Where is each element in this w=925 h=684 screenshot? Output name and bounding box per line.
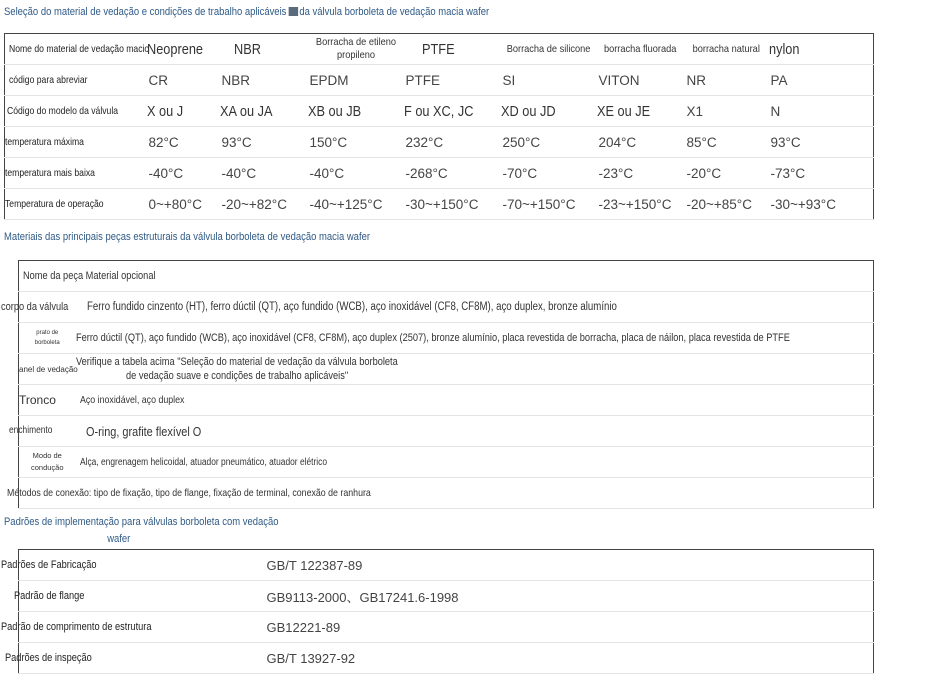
table-cell: -20°C <box>685 158 769 189</box>
table-cell: -40~+125°C <box>308 189 404 220</box>
material-name: Neoprene <box>146 40 203 58</box>
section3-title-line2: wafer <box>107 533 131 545</box>
table-cell: 250°C <box>501 127 597 158</box>
table-cell: GB9113-2000、GB17241.6-1998 <box>267 581 874 612</box>
row-label: Padrão de comprimento de estrutura <box>1 621 152 633</box>
table-row <box>5 127 874 158</box>
table-cell: PA <box>769 65 874 96</box>
table-cell: -268°C <box>404 158 501 189</box>
table-cell: -20~+82°C <box>220 189 308 220</box>
table-cell: N <box>769 96 874 127</box>
table-cell: Alça, engrenagem helicoidal, atuador pneumático, atuador elétrico <box>79 457 327 468</box>
section1-title-start: Seleção do material de vedação e condições de trabalho aplicáveis <box>4 6 287 18</box>
table-cell: GB/T 13927-92 <box>267 643 874 674</box>
table-cell: F ou XC, JC <box>403 102 473 120</box>
table-row <box>5 65 874 96</box>
row-label: anel de vedação <box>19 364 78 374</box>
material-name: Borracha de etileno propileno <box>315 36 396 61</box>
table-row <box>19 550 874 581</box>
table-row <box>19 261 874 292</box>
table-cell: EPDM <box>308 65 404 96</box>
parts-header: Nome da peça Material opcional <box>23 270 156 282</box>
row-label: Tronco <box>19 393 56 407</box>
table-row <box>19 447 874 478</box>
table-row <box>19 292 874 323</box>
table-cell: -73°C <box>769 158 874 189</box>
table-row <box>19 385 874 416</box>
section1-title <box>4 6 489 18</box>
table-row <box>19 612 874 643</box>
table-cell: 232°C <box>404 127 501 158</box>
table-cell: PTFE <box>404 65 501 96</box>
table-cell: GB12221-89 <box>267 612 874 643</box>
table-cell: Métodos de conexão: tipo de fixação, tipo de flange, fixação de terminal, conexão de ranhura <box>7 487 371 499</box>
material-name: borracha natural <box>692 42 761 55</box>
table-cell: -70~+150°C <box>501 189 597 220</box>
structural-parts-table <box>1 260 874 509</box>
table-cell: NR <box>685 65 769 96</box>
standards-table <box>1 549 874 674</box>
section1-title-end: da válvula borboleta de vedação macia wafer <box>299 6 490 18</box>
table-row <box>5 189 874 220</box>
row-label: código para abreviar <box>9 74 88 86</box>
table-row <box>5 96 874 127</box>
table-cell: -30~+150°C <box>404 189 501 220</box>
section3-title <box>4 514 279 548</box>
table-cell: XE ou JE <box>596 102 650 120</box>
material-name: nylon <box>768 40 799 58</box>
row-label: Padrão de flange <box>14 590 85 602</box>
table-cell: Verifique a tabela acima "Seleção do material de vedação da válvula borboleta <box>75 356 398 368</box>
table-cell: -40°C <box>220 158 308 189</box>
table-row <box>19 478 874 509</box>
row-label: enchimento <box>9 425 53 436</box>
row-label: condução <box>30 463 64 472</box>
table-cell: 204°C <box>597 127 685 158</box>
table-row <box>19 581 874 612</box>
image-placeholder-icon <box>289 7 298 16</box>
table-cell: -23°C <box>597 158 685 189</box>
table-cell: X1 <box>685 96 769 127</box>
table-cell: 150°C <box>308 127 404 158</box>
table-row <box>19 323 874 354</box>
table-cell: Aço inoxidável, aço duplex <box>79 394 184 406</box>
table-cell: de vedação suave e condições de trabalho aplicáveis" <box>125 370 348 382</box>
table-cell: GB/T 122387-89 <box>267 550 874 581</box>
material-name: borracha fluorada <box>604 42 677 55</box>
table-cell: O-ring, grafite flexível O <box>85 423 201 439</box>
table-cell: -70°C <box>501 158 597 189</box>
material-name: PTFE <box>421 40 455 58</box>
row-label: borboleta <box>34 340 60 346</box>
row-label: Padrões de inspeção <box>5 652 92 664</box>
header-label: Nome do material de vedação macio <box>9 43 150 55</box>
table-cell: 82°C <box>147 127 220 158</box>
section3-title-line1: Padrões de implementação para válvulas borboleta com vedação <box>4 516 279 528</box>
row-label: Código do modelo da válvula <box>7 105 119 117</box>
row-label: Temperatura de operação <box>5 198 104 210</box>
row-label: Padrões de Fabricação <box>1 559 97 571</box>
table-row <box>19 416 874 447</box>
row-label: Modo de <box>32 451 62 460</box>
table-cell: 85°C <box>685 127 769 158</box>
row-label: temperatura máxima <box>5 136 84 148</box>
table-cell: XB ou JB <box>307 102 361 120</box>
table-cell: -40°C <box>147 158 220 189</box>
material-name: NBR <box>233 40 261 58</box>
table-cell: -30~+93°C <box>769 189 874 220</box>
table-cell: 0~+80°C <box>147 189 220 220</box>
row-label: prato de <box>36 330 59 336</box>
table-cell: SI <box>501 65 597 96</box>
table-cell: -20~+85°C <box>685 189 769 220</box>
table-row <box>19 354 874 385</box>
table-row <box>5 34 874 65</box>
table-cell: -23~+150°C <box>597 189 685 220</box>
table-cell: Ferro dúctil (QT), aço fundido (WCB), aço inoxidável (CF8, CF8M), aço duplex (2507), bronze alumínio, placa revestida de borracha, placa de náilon, placa revestida de PTFE <box>75 332 790 344</box>
table-cell: NBR <box>220 65 308 96</box>
seal-material-table <box>4 33 874 220</box>
table-cell: -40°C <box>308 158 404 189</box>
table-cell: CR <box>147 65 220 96</box>
table-cell: X ou J <box>146 102 183 120</box>
table-row <box>19 643 874 674</box>
table-cell: VITON <box>597 65 685 96</box>
row-label: temperatura mais baixa <box>5 167 95 179</box>
section2-title: Materiais das principais peças estruturais da válvula borboleta de vedação macia wafer <box>4 231 370 243</box>
table-cell: XD ou JD <box>500 102 556 120</box>
row-label: corpo da válvula <box>1 301 69 313</box>
table-cell: Ferro fundido cinzento (HT), ferro dúctil (QT), aço fundido (WCB), aço inoxidável (CF8, CF8M), aço duplex, bronze alumínio <box>87 301 617 313</box>
table-row <box>5 158 874 189</box>
table-cell: 93°C <box>769 127 874 158</box>
table-cell: XA ou JA <box>219 102 272 120</box>
material-name: Borracha de silicone <box>506 42 591 55</box>
table-cell: 93°C <box>220 127 308 158</box>
